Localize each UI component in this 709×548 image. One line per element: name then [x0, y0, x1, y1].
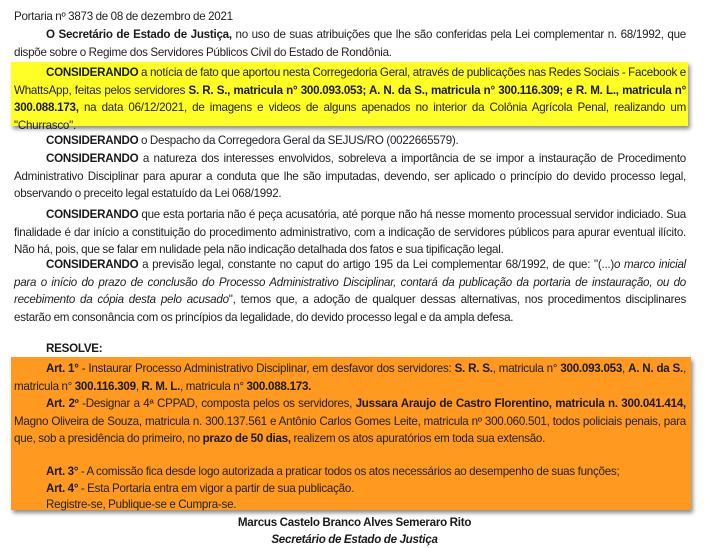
considerando-label: CONSIDERANDO [46, 208, 139, 221]
considerando-text: ", temos que, a adoção de qualquer dessas alternativas, nos procedimentos disciplinares estarão em consonância com os princípios da legalidade, do devido processo legal e da ampla defesa. [14, 293, 686, 324]
article-2 [14, 395, 686, 448]
article-bold: 300.088.173. [246, 379, 312, 393]
article-1 [14, 360, 686, 395]
article-bold: A. N. da S. [628, 362, 684, 375]
article-4 [14, 480, 686, 498]
considerando-label: CONSIDERANDO [46, 134, 139, 147]
considerando-3 [14, 150, 686, 203]
quoted-law-text: o marco inicial para o início do prazo de conclusão do Processo Administrativo Disciplinar, contará da publicação da portaria de instauração, ou do recebimento da cópia desta pelo acusado [14, 258, 686, 307]
considerando-text: a notícia de fato que aportou nesta Corregedoria Geral, através de publicações nas Redes Sociais - Facebook e WhattsApp, feitas pelos servidores [14, 66, 686, 97]
article-bold: S. R. S. [454, 362, 493, 375]
considerando-text: na data 06/12/2021, de imagens e videos de alguns apenados no interior da Colônia Agrícola Penal, realizando um "Churrasco". [14, 101, 686, 132]
article-bold: Jussara Araujo de Castro Florentino, matricula n. 300.041.414, [355, 397, 686, 410]
article-label: Art. 4° [46, 482, 79, 495]
considerando-4 [14, 206, 686, 259]
intro-text: no uso de suas atribuições que lhe são conferidas pela Lei complementar n. 68/1992, que dispõe sobre o Regime dos Servidores Públicos Civil do Estado de Rondônia. [14, 28, 686, 59]
article-label: Art. 1° [46, 362, 79, 375]
intro-bold: O Secretário de Estado de Justiça, [46, 28, 232, 41]
article-text: , matricula n° [180, 379, 247, 393]
considerando-text: a previsão legal, constante no caput do artigo 195 da Lei complementar 68/1992, de que: "(...) [138, 258, 614, 271]
article-text: Magno Oliveira de Souza, matricula n. 300.137.561 e Antônio Carlos Gomes Leite, matricula nº 300.060.501, todos policiais penais, para que, sob a presidência do primeiro, no [14, 414, 686, 446]
article-text: realizem os atos apuratórios em toda sua extensão. [290, 432, 546, 446]
article-text: - Esta Portaria entra em vigor a partir de sua publicação. [78, 482, 355, 495]
article-text: - A comissão fica desde logo autorizada a praticar todos os atos necessários ao desempenho de suas funções; [78, 465, 620, 478]
article-label: Art. 3° [46, 465, 79, 478]
servers-bold: S. R. S., matricula n° 300.093.053; A. N. da S., matricula n° 300.116.309; e R. M. L., matricula n° 300.088.173, [14, 83, 686, 115]
considerando-2 [14, 132, 686, 150]
signature-title [0, 531, 709, 548]
considerando-text: a natureza dos interesses envolvidos, sobreleva a importância de se impor a instauração de Procedimento Administrativo Disciplinar para apurar a conduta que lhe são imputadas, devendo, ser aplicado o princípio do devido processo legal, observando o preceito legal estatuído da Lei 068/1992. [14, 152, 686, 201]
signer-name: Marcus Castelo Branco Alves Semeraro Rito [237, 516, 472, 529]
signature-name [0, 514, 709, 531]
article-text: , matricula n° [492, 362, 561, 375]
article-3 [14, 463, 686, 481]
article-label: Art. 2º [46, 397, 79, 410]
article-text: , matricula n° [14, 362, 686, 393]
article-text: , [622, 362, 629, 375]
considerando-1 [14, 64, 686, 134]
considerando-text: o Despacho da Corregedora Geral da SEJUS/RO (0022665579). [138, 134, 459, 147]
considerando-5 [14, 256, 686, 326]
article-bold: 300.093.053 [560, 362, 623, 375]
considerando-label: CONSIDERANDO [46, 66, 139, 79]
article-text: , [135, 379, 142, 393]
article-bold: 300.116.309 [74, 379, 136, 393]
considerando-text: que esta portaria não é peça acusatória, até porque não há nesse momento processual servidor indiciado. Sua finalidade é dar início a constituição do procedimento administrativo, com a indicação de servidores públicos para apurar eventual ilícito. Não há, pois, que se falar em nulidade pela não indicação detalhada dos fatos e sua tipificação legal. [14, 208, 686, 257]
article-text: - Instaurar Processo Administrativo Disciplinar, em desfavor dos servidores: [78, 362, 455, 375]
considerando-label: CONSIDERANDO [46, 152, 139, 165]
resolve-heading [46, 340, 102, 358]
intro-paragraph [14, 26, 686, 61]
article-bold: prazo de 50 dias, [202, 432, 291, 446]
article-text: -Designar a 4ª CPPAD, composta pelos os servidores, [78, 397, 356, 410]
resolve-label: RESOLVE: [46, 342, 103, 355]
article-bold: R. M. L. [141, 379, 181, 393]
portaria-heading: Portaria nº 3873 de 08 de dezembro de 2021 [14, 10, 233, 23]
signer-title: Secretário de Estado de Justiça [271, 533, 438, 546]
closing-line: Registre-se, Publique-se e Cumpra-se. [46, 498, 237, 511]
considerando-label: CONSIDERANDO [46, 258, 139, 271]
